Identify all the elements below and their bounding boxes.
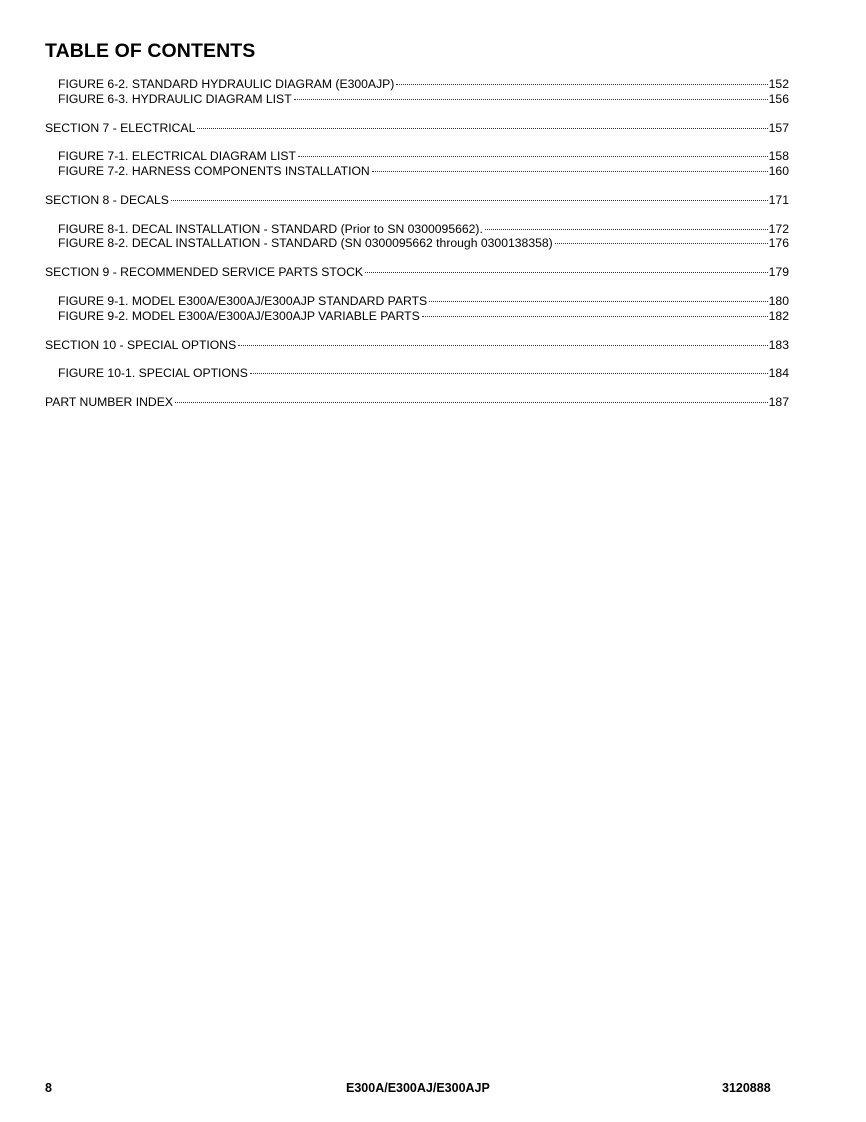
dot-leader — [175, 402, 768, 403]
toc-entry-label: SECTION 8 - DECALS — [45, 193, 169, 207]
toc-entry-figure-9-2[interactable] — [58, 309, 789, 324]
page-title: TABLE OF CONTENTS — [45, 40, 256, 62]
toc-entry-label: FIGURE 8-2. DECAL INSTALLATION - STANDARD (SN 0300095662 through 0300138358) — [58, 236, 553, 250]
dot-leader — [396, 84, 767, 85]
toc-entry-page: 187 — [768, 395, 789, 409]
toc-entry-label: FIGURE 8-1. DECAL INSTALLATION - STANDARD (Prior to SN 0300095662). — [58, 222, 483, 236]
toc-entry-label: FIGURE 7-1. ELECTRICAL DIAGRAM LIST — [58, 149, 296, 163]
toc-entry-page: 171 — [768, 193, 789, 207]
dot-leader — [429, 301, 768, 302]
footer-model: E300A/E300AJ/E300AJP — [346, 1081, 490, 1095]
toc-entry-page: 180 — [768, 294, 789, 308]
toc-entry-section-8[interactable] — [45, 193, 789, 208]
toc-entry-label: FIGURE 9-1. MODEL E300A/E300AJ/E300AJP STANDARD PARTS — [58, 294, 428, 308]
toc-entry-label: FIGURE 9-2. MODEL E300A/E300AJ/E300AJP VARIABLE PARTS — [58, 309, 420, 323]
toc-entry-label: FIGURE 6-2. STANDARD HYDRAULIC DIAGRAM (E300AJP) — [58, 77, 395, 91]
toc-entry-page: 184 — [768, 366, 789, 380]
toc-entry-page: 160 — [768, 164, 789, 178]
toc-entry-page: 176 — [768, 236, 789, 250]
dot-leader — [422, 316, 768, 317]
toc-entry-label: FIGURE 7-2. HARNESS COMPONENTS INSTALLATION — [58, 164, 370, 178]
dot-leader — [197, 128, 767, 129]
toc-entry-figure-7-2[interactable] — [58, 164, 789, 179]
toc-entry-part-number-index[interactable] — [45, 395, 789, 410]
toc-entry-label: FIGURE 10-1. SPECIAL OPTIONS — [58, 366, 248, 380]
toc-entry-page: 183 — [768, 338, 789, 352]
dot-leader — [372, 171, 768, 172]
toc-entry-page: 157 — [768, 121, 789, 135]
toc-entry-figure-9-1[interactable] — [58, 294, 789, 309]
toc-entry-label: PART NUMBER INDEX — [45, 395, 173, 409]
footer-doc-number: 3120888 — [722, 1081, 771, 1095]
toc-entry-section-10[interactable] — [45, 338, 789, 353]
footer-page-number: 8 — [45, 1081, 52, 1095]
toc-entry-figure-10-1[interactable] — [58, 366, 789, 381]
toc-entry-label: SECTION 9 - RECOMMENDED SERVICE PARTS STOCK — [45, 265, 364, 279]
toc-entry-page: 156 — [768, 92, 789, 106]
dot-leader — [294, 99, 768, 100]
toc-entry-label: FIGURE 6-3. HYDRAULIC DIAGRAM LIST — [58, 92, 292, 106]
toc-entry-figure-6-2[interactable] — [58, 77, 789, 92]
toc-entry-figure-6-3[interactable] — [58, 92, 789, 107]
toc-entry-page: 158 — [768, 149, 789, 163]
dot-leader — [171, 200, 768, 201]
dot-leader — [250, 373, 768, 374]
toc-entry-figure-8-1[interactable] — [58, 222, 789, 237]
toc-entry-page: 182 — [768, 309, 789, 323]
toc-entry-section-7[interactable] — [45, 121, 789, 136]
toc-entry-page: 172 — [768, 222, 789, 236]
toc-entry-page: 152 — [768, 77, 789, 91]
dot-leader — [555, 243, 768, 244]
toc-entry-figure-7-1[interactable] — [58, 149, 789, 164]
dot-leader — [485, 229, 768, 230]
toc-entry-page: 179 — [768, 265, 789, 279]
toc-entry-label: SECTION 10 - SPECIAL OPTIONS — [45, 338, 237, 352]
dot-leader — [365, 272, 768, 273]
toc-entry-figure-8-2[interactable] — [58, 236, 789, 251]
dot-leader — [298, 156, 768, 157]
toc-entry-section-9[interactable] — [45, 265, 789, 280]
dot-leader — [238, 345, 767, 346]
toc-entry-label: SECTION 7 - ELECTRICAL — [45, 121, 196, 135]
